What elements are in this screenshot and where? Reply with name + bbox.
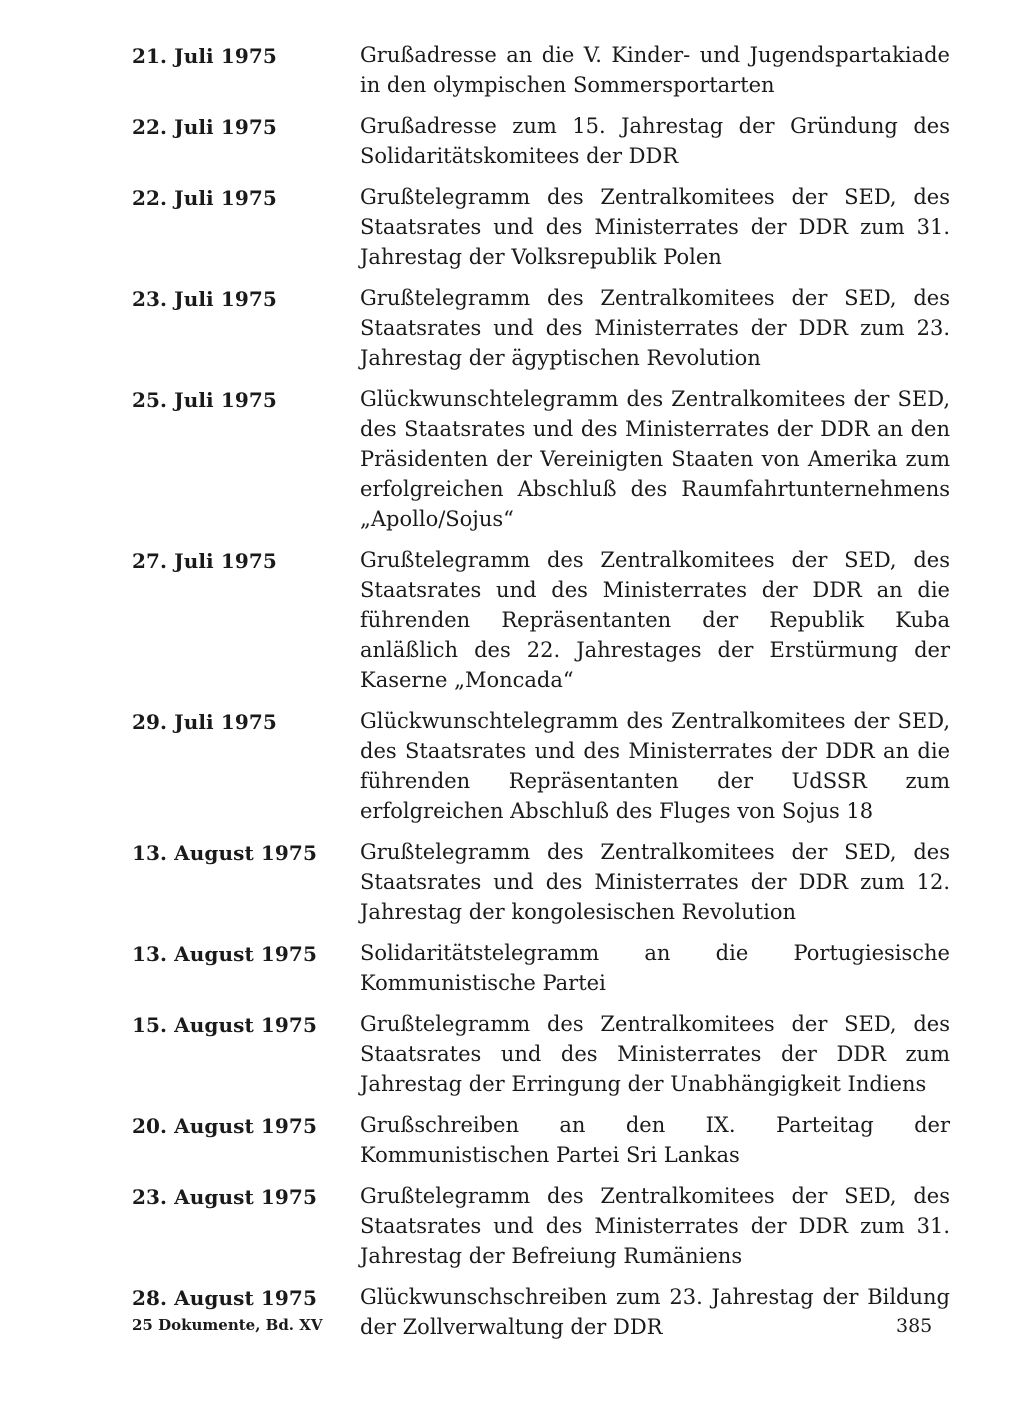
chronology-entry [0, 40, 1024, 100]
entry-description: Solidaritätstelegramm an die Portugiesische Kommunistische Partei [360, 941, 950, 995]
entry-description: Grußadresse zum 15. Jahrestag der Gründung des Solidaritätskomitees der DDR [360, 114, 950, 168]
entry-description: Grußtelegramm des Zentralkomitees der SED, des Staatsrates und des Ministerrates der DDR zum 23. Jahrestag der ägyptischen Revolution [360, 286, 950, 370]
entry-description: Glückwunschtelegramm des Zentralkomitees der SED, des Staatsrates und des Ministerrates der DDR an die führenden Repräsentanten der UdSSR zum erfolgreichen Abschluß des Fluges von Sojus 18 [360, 709, 950, 823]
entry-date: 29. Juli 1975 [132, 710, 277, 734]
entry-date: 22. Juli 1975 [132, 115, 277, 139]
entry-description: Grußtelegramm des Zentralkomitees der SED, des Staatsrates und des Ministerrates der DDR zum 31. Jahrestag der Volksrepublik Polen [360, 185, 950, 269]
entry-description: Grußschreiben an den IX. Parteitag der Kommunistischen Partei Sri Lankas [360, 1113, 950, 1167]
chronology-entry [0, 545, 1024, 695]
chronology-entry [0, 283, 1024, 373]
entry-date: 21. Juli 1975 [132, 44, 277, 68]
chronology-entry [0, 182, 1024, 272]
chronology-entry [0, 1110, 1024, 1170]
chronology-entry [0, 1009, 1024, 1099]
chronology-entry [0, 111, 1024, 171]
chronology-entry [0, 1181, 1024, 1271]
entry-date: 13. August 1975 [132, 942, 317, 966]
entry-description: Grußtelegramm des Zentralkomitees der SED, des Staatsrates und des Ministerrates der DDR an die führenden Repräsentanten der Republik Kuba anläßlich des 22. Jahrestages der Erstürmung der Kaserne „Moncada“ [360, 548, 950, 692]
chronology-entry [0, 706, 1024, 826]
chronology-list [0, 40, 1024, 1353]
entry-description: Glückwunschtelegramm des Zentralkomitees der SED, des Staatsrates und des Ministerrates der DDR an den Präsidenten der Vereinigten Staaten von Amerika zum erfolgreichen Abschluß des Raumfahrtunternehmens „Apollo/Sojus“ [360, 387, 950, 531]
chronology-entry [0, 837, 1024, 927]
entry-date: 15. August 1975 [132, 1013, 317, 1037]
entry-description: Grußtelegramm des Zentralkomitees der SED, des Staatsrates und des Ministerrates der DDR zum 31. Jahrestag der Befreiung Rumäniens [360, 1184, 950, 1268]
entry-date: 23. August 1975 [132, 1185, 317, 1209]
page-number: 385 [896, 1315, 933, 1337]
entry-date: 25. Juli 1975 [132, 388, 277, 412]
entry-date: 20. August 1975 [132, 1114, 317, 1138]
entry-description: Grußadresse an die V. Kinder- und Jugendspartakiade in den olympischen Sommersportarten [360, 43, 950, 97]
entry-date: 22. Juli 1975 [132, 186, 277, 210]
printer-signature: 25 Dokumente, Bd. XV [132, 1316, 323, 1334]
chronology-entry [0, 384, 1024, 534]
entry-date: 23. Juli 1975 [132, 287, 277, 311]
entry-description: Grußtelegramm des Zentralkomitees der SED, des Staatsrates und des Ministerrates der DDR zum Jahrestag der Erringung der Unabhängigkeit Indiens [360, 1012, 950, 1096]
chronology-entry [0, 938, 1024, 998]
entry-date: 27. Juli 1975 [132, 549, 277, 573]
entry-description: Grußtelegramm des Zentralkomitees der SED, des Staatsrates und des Ministerrates der DDR zum 12. Jahrestag der kongolesischen Revolution [360, 840, 950, 924]
entry-date: 28. August 1975 [132, 1286, 317, 1310]
entry-date: 13. August 1975 [132, 841, 317, 865]
entry-description: Glückwunschschreiben zum 23. Jahrestag der Bildung der Zollverwaltung der DDR [360, 1285, 950, 1339]
